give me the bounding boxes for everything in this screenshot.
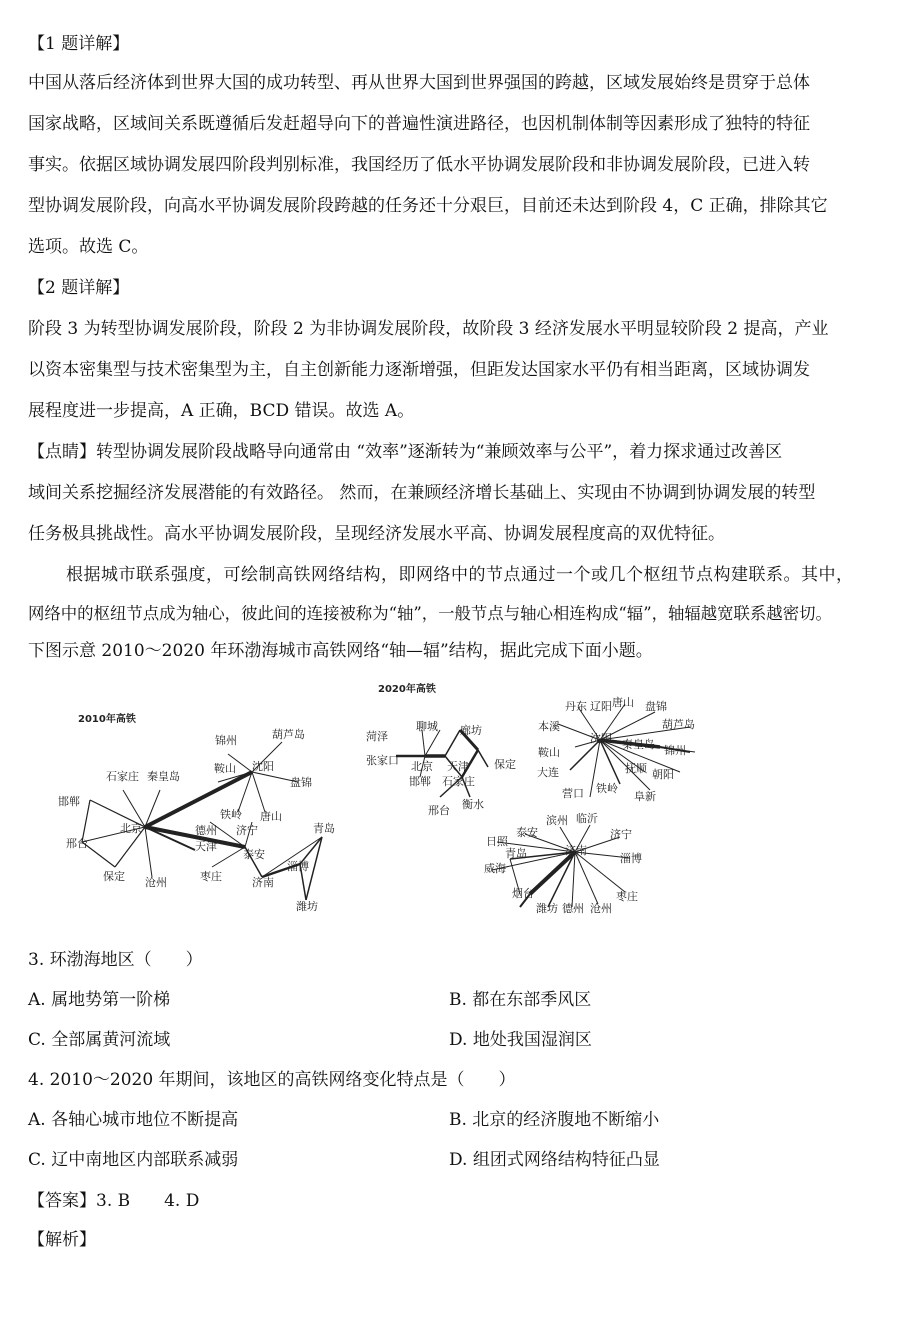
q3-option-a: A. 属地势第一阶梯 — [28, 990, 171, 1010]
q4-option-c: C. 辽中南地区内部联系减弱 — [28, 1150, 239, 1170]
city-label: 锦州 — [664, 744, 686, 757]
rail-network-map — [0, 672, 900, 942]
city-label: 葫芦岛 — [662, 718, 695, 731]
city-label: 枣庄 — [616, 890, 638, 903]
city-label: 唐山 — [260, 810, 282, 823]
section1-line: 中国从落后经济体到世界大国的成功转型、再从世界大国到世界强国的跨越，区域发展始终是贯穿于总体 — [28, 73, 810, 93]
city-label: 泰安 — [516, 826, 538, 839]
intro-line: 下图示意 2010～2020 年环渤海城市高铁网络“轴—辐”结构，据此完成下面小题。 — [28, 641, 653, 661]
city-label: 营口 — [562, 787, 584, 800]
city-label: 潍坊 — [296, 900, 318, 913]
section1-line: 国家战略，区域间关系既遵循后发赶超导向下的普遍性演进路径，也因机制体制等因素形成了独特的特征 — [28, 114, 810, 134]
city-label: 德州 — [195, 824, 217, 837]
city-label: 北京 — [120, 822, 142, 835]
section1-line: 选项。故选 C。 — [28, 237, 149, 257]
city-label: 泰安 — [243, 848, 265, 861]
city-label: 衡水 — [462, 798, 484, 811]
city-label: 滨州 — [546, 814, 568, 827]
city-label: 保定 — [103, 870, 125, 883]
city-label: 潍坊 — [536, 902, 558, 915]
city-label: 锦州 — [215, 734, 237, 747]
city-label: 鞍山 — [538, 746, 560, 759]
city-label: 沈阳 — [252, 760, 274, 773]
city-label: 临沂 — [576, 812, 598, 825]
city-label: 丹东 — [565, 700, 587, 713]
city-label: 大连 — [537, 766, 559, 779]
city-label: 青岛 — [505, 847, 527, 860]
city-label: 邯郸 — [58, 795, 80, 808]
tip-line: 【点睛】转型协调发展阶段战略导向通常由 “效率”逐渐转为“兼顾效率与公平”，着力探求通过改善区 — [28, 442, 783, 462]
city-label: 烟台 — [512, 887, 534, 900]
city-label: 天津 — [447, 760, 469, 773]
city-label: 辽阳 — [590, 700, 612, 713]
city-label: 德州 — [562, 902, 584, 915]
city-label: 石家庄 — [106, 770, 139, 783]
map-title-2010: 2010年高铁 — [78, 714, 136, 725]
city-label: 枣庄 — [200, 870, 222, 883]
section2-line: 以资本密集型与技术密集型为主，自主创新能力逐渐增强，但距发达国家水平仍有相当距离，区域协调发 — [28, 360, 810, 380]
city-label: 沧州 — [145, 876, 167, 889]
city-label: 邢台 — [66, 837, 88, 850]
city-label: 青岛 — [313, 822, 335, 835]
question-3-stem: 3. 环渤海地区（ ） — [28, 950, 203, 970]
city-label: 济南 — [252, 876, 274, 889]
city-label: 天津 — [195, 840, 217, 853]
city-label: 聊城 — [416, 720, 438, 733]
city-label: 邢台 — [428, 804, 450, 817]
section1-line: 型协调发展阶段，向高水平协调发展阶段跨越的任务还十分艰巨，目前还未达到阶段 4，C 正确，排除其它 — [28, 196, 828, 216]
q3-option-b: B. 都在东部季风区 — [449, 990, 592, 1010]
city-label: 阜新 — [634, 790, 656, 803]
city-label: 沈阳 — [590, 732, 612, 745]
map-title-2020: 2020年高铁 — [378, 684, 436, 695]
city-label: 日照 — [486, 835, 508, 848]
city-label: 唐山 — [612, 696, 634, 709]
answer-line: 【答案】3. B 4. D — [28, 1191, 200, 1211]
city-label: 淄博 — [287, 860, 309, 873]
tip-line: 任务极具挑战性。高水平协调发展阶段，呈现经济发展水平高、协调发展程度高的双优特征。 — [28, 524, 725, 544]
city-label: 淄博 — [620, 852, 642, 865]
city-label: 抚顺 — [625, 762, 647, 775]
city-label: 济南 — [565, 844, 587, 857]
city-label: 菏泽 — [366, 730, 388, 743]
section2-line: 展程度进一步提高，A 正确，BCD 错误。故选 A。 — [28, 401, 415, 421]
q3-option-d: D. 地处我国湿润区 — [449, 1030, 592, 1050]
city-label: 张家口 — [366, 754, 399, 767]
section1-line: 事实。依据区域协调发展四阶段判别标准，我国经历了低水平协调发展阶段和非协调发展阶段，已进入转 — [28, 155, 810, 175]
city-label: 本溪 — [538, 720, 560, 733]
city-label: 廊坊 — [460, 724, 482, 737]
question-4-stem: 4. 2010～2020 年期间，该地区的高铁网络变化特点是（ ） — [28, 1070, 516, 1090]
q4-option-a: A. 各轴心城市地位不断提高 — [28, 1110, 239, 1130]
section2-heading: 【2 题详解】 — [28, 278, 130, 298]
q4-option-b: B. 北京的经济腹地不断缩小 — [449, 1110, 660, 1130]
city-label: 铁岭 — [220, 808, 242, 821]
city-label: 盘锦 — [645, 700, 667, 713]
city-label: 秦皇岛 — [147, 770, 180, 783]
city-label: 葫芦岛 — [272, 728, 305, 741]
city-label: 保定 — [494, 758, 516, 771]
city-label: 铁岭 — [596, 782, 618, 795]
section2-line: 阶段 3 为转型协调发展阶段，阶段 2 为非协调发展阶段，故阶段 3 经济发展水平明显较阶段 2 提高，产业 — [28, 319, 829, 339]
city-label: 济宁 — [236, 824, 258, 837]
intro-line: 根据城市联系强度，可绘制高铁网络结构，即网络中的节点通过一个或几个枢纽节点构建联系。其中， — [66, 565, 854, 585]
city-label: 盘锦 — [290, 776, 312, 789]
city-label: 沧州 — [590, 902, 612, 915]
city-label: 鞍山 — [214, 762, 236, 775]
section1-heading: 【1 题详解】 — [28, 34, 130, 54]
city-label: 邯郸 — [409, 775, 431, 788]
city-label: 威海 — [484, 862, 506, 875]
q4-option-d: D. 组团式网络结构特征凸显 — [449, 1150, 660, 1170]
q3-option-c: C. 全部属黄河流域 — [28, 1030, 171, 1050]
city-label: 北京 — [411, 760, 433, 773]
tip-line: 域间关系挖掘经济发展潜能的有效路径。 然而，在兼顾经济增长基础上、实现由不协调到协调发展的转型 — [28, 483, 816, 503]
city-label: 石家庄 — [442, 775, 475, 788]
city-label: 济宁 — [610, 828, 632, 841]
intro-line: 网络中的枢纽节点成为轴心，彼此间的连接被称为“轴”，一般节点与轴心相连构成“辐”，轴辐越宽联系越密切。 — [28, 604, 832, 623]
city-label: 朝阳 — [652, 768, 674, 781]
city-label: 秦皇岛 — [622, 738, 655, 751]
analysis-heading: 【解析】 — [28, 1230, 96, 1250]
